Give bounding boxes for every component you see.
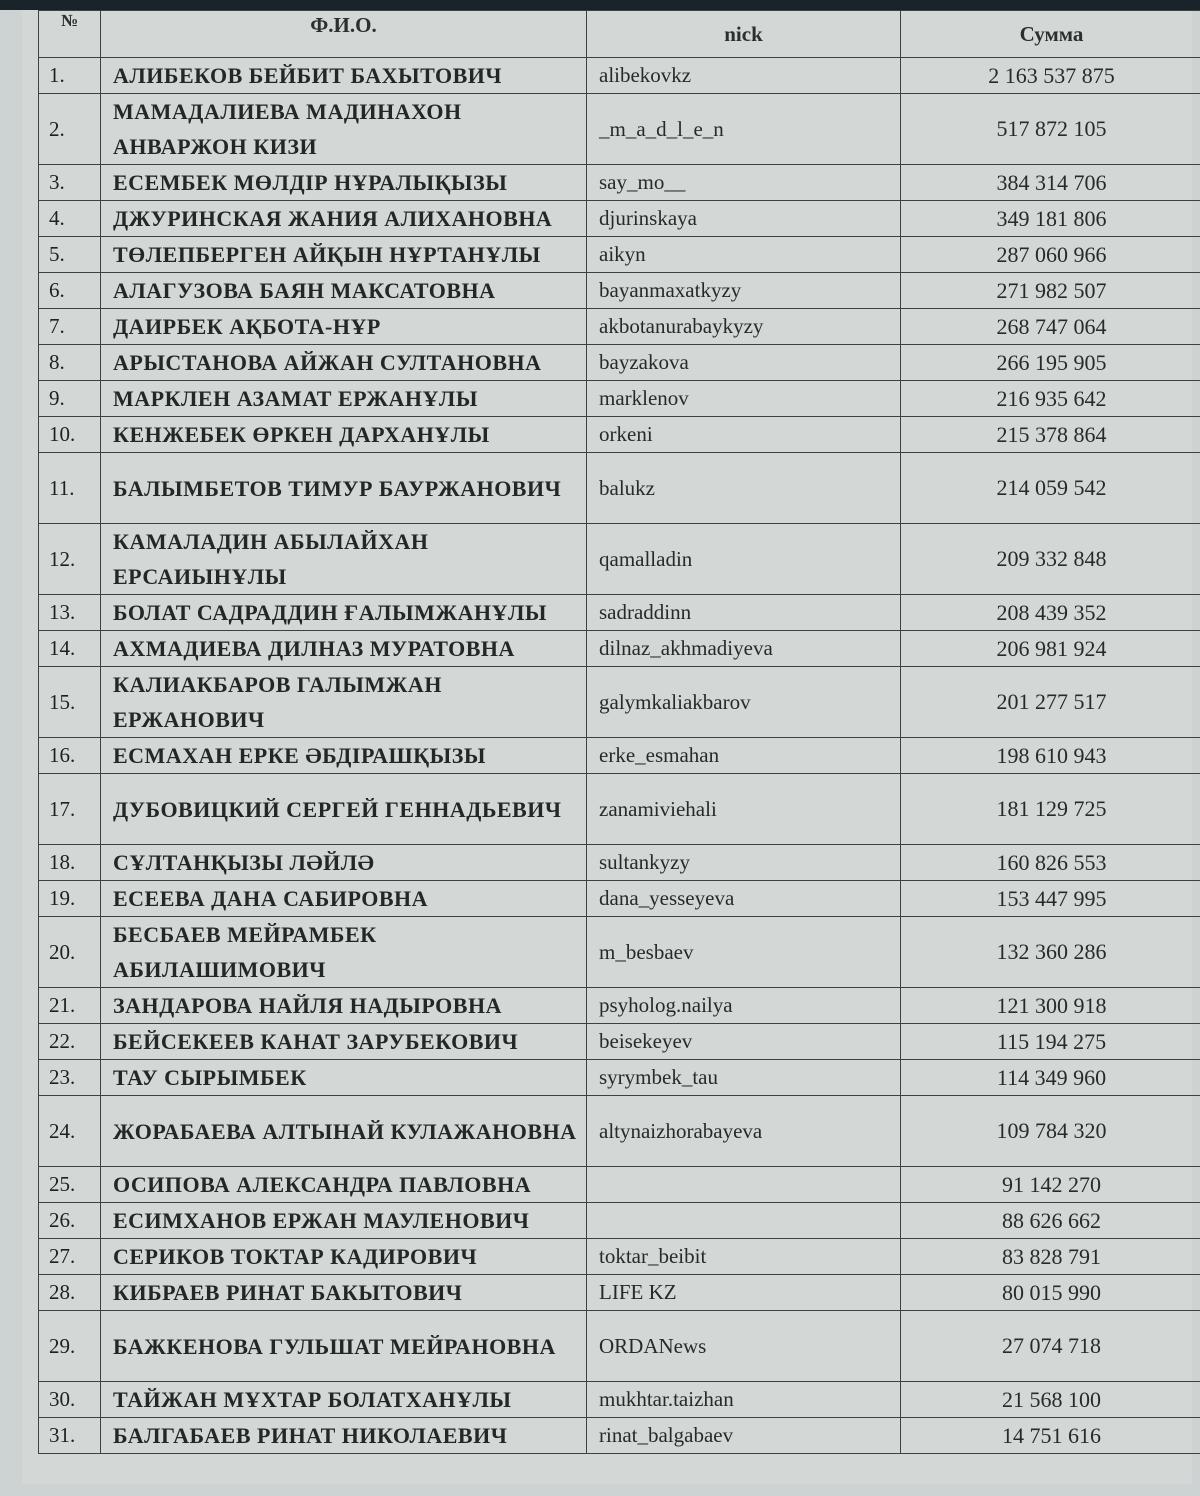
table-row <box>39 1382 1200 1418</box>
row-number: 16. <box>39 738 101 774</box>
amount: 115 194 275 <box>901 1024 1200 1060</box>
nickname: dana_yesseyeva <box>587 881 901 917</box>
person-name: КЕНЖЕБЕК ӨРКЕН ДАРХАНҰЛЫ <box>101 417 587 453</box>
person-name: БЕСБАЕВ МЕЙРАМБЕК АБИЛАШИМОВИЧ <box>101 917 587 988</box>
row-number: 3. <box>39 165 101 201</box>
amount: 88 626 662 <box>901 1203 1200 1239</box>
table-row <box>39 631 1200 667</box>
row-number: 18. <box>39 845 101 881</box>
row-number: 27. <box>39 1239 101 1275</box>
nickname: dilnaz_akhmadiyeva <box>587 631 901 667</box>
person-name: БЕЙСЕКЕЕВ КАНАТ ЗАРУБЕКОВИЧ <box>101 1024 587 1060</box>
table-row <box>39 201 1200 237</box>
nickname: sultankyzy <box>587 845 901 881</box>
row-number: 15. <box>39 667 101 738</box>
nickname: rinat_balgabaev <box>587 1418 901 1454</box>
row-number: 6. <box>39 273 101 309</box>
table-body <box>39 58 1200 1454</box>
table-row <box>39 1096 1200 1167</box>
person-name: АРЫСТАНОВА АЙЖАН СУЛТАНОВНА <box>101 345 587 381</box>
row-number: 13. <box>39 595 101 631</box>
amount: 209 332 848 <box>901 524 1200 595</box>
person-name: АЛИБЕКОВ БЕЙБИТ БАХЫТОВИЧ <box>101 58 587 94</box>
table-row <box>39 881 1200 917</box>
amount: 109 784 320 <box>901 1096 1200 1167</box>
nickname: altynaizhorabayeva <box>587 1096 901 1167</box>
row-number: 31. <box>39 1418 101 1454</box>
table-row <box>39 1418 1200 1454</box>
table-row <box>39 309 1200 345</box>
nickname: erke_esmahan <box>587 738 901 774</box>
person-name: ЕСИМХАНОВ ЕРЖАН МАУЛЕНОВИЧ <box>101 1203 587 1239</box>
amount: 349 181 806 <box>901 201 1200 237</box>
nickname: sadraddinn <box>587 595 901 631</box>
amount: 201 277 517 <box>901 667 1200 738</box>
person-name: ЖОРАБАЕВА АЛТЫНАЙ КУЛАЖАНОВНА <box>101 1096 587 1167</box>
table-row <box>39 1060 1200 1096</box>
person-name: КАМАЛАДИН АБЫЛАЙХАН ЕРСАИЫНҰЛЫ <box>101 524 587 595</box>
table-row <box>39 738 1200 774</box>
table-row <box>39 273 1200 309</box>
row-number: 29. <box>39 1311 101 1382</box>
row-number: 10. <box>39 417 101 453</box>
row-number: 5. <box>39 237 101 273</box>
table-row <box>39 1203 1200 1239</box>
row-number: 30. <box>39 1382 101 1418</box>
nickname: _m_a_d_l_e_n <box>587 94 901 165</box>
person-name: ЗАНДАРОВА НАЙЛЯ НАДЫРОВНА <box>101 988 587 1024</box>
table-row <box>39 417 1200 453</box>
row-number: 9. <box>39 381 101 417</box>
amount: 214 059 542 <box>901 453 1200 524</box>
nickname: m_besbaev <box>587 917 901 988</box>
amount: 160 826 553 <box>901 845 1200 881</box>
header-nick: nick <box>587 11 901 58</box>
table-row <box>39 1239 1200 1275</box>
amount: 83 828 791 <box>901 1239 1200 1275</box>
row-number: 17. <box>39 774 101 845</box>
row-number: 11. <box>39 453 101 524</box>
row-number: 2. <box>39 94 101 165</box>
row-number: 19. <box>39 881 101 917</box>
nickname: djurinskaya <box>587 201 901 237</box>
table-header <box>39 11 1200 58</box>
table-row <box>39 1275 1200 1311</box>
person-name: ДУБОВИЦКИЙ СЕРГЕЙ ГЕННАДЬЕВИЧ <box>101 774 587 845</box>
person-name: БАЛГАБАЕВ РИНАТ НИКОЛАЕВИЧ <box>101 1418 587 1454</box>
header-sum: Сумма <box>901 11 1200 58</box>
row-number: 22. <box>39 1024 101 1060</box>
person-name: МАРКЛЕН АЗАМАТ ЕРЖАНҰЛЫ <box>101 381 587 417</box>
person-name: БАЖКЕНОВА ГУЛЬШАТ МЕЙРАНОВНА <box>101 1311 587 1382</box>
nickname: zanamiviehali <box>587 774 901 845</box>
row-number: 28. <box>39 1275 101 1311</box>
nickname: qamalladin <box>587 524 901 595</box>
amount: 517 872 105 <box>901 94 1200 165</box>
header-num: № <box>39 11 101 58</box>
person-name: БАЛЫМБЕТОВ ТИМУР БАУРЖАНОВИЧ <box>101 453 587 524</box>
table-row <box>39 237 1200 273</box>
amount: 384 314 706 <box>901 165 1200 201</box>
amount: 271 982 507 <box>901 273 1200 309</box>
nickname: akbotanurabaykyzy <box>587 309 901 345</box>
person-name: ТӨЛЕПБЕРГЕН АЙҚЫН НҰРТАНҰЛЫ <box>101 237 587 273</box>
table-row <box>39 667 1200 738</box>
person-name: КАЛИАКБАРОВ ГАЛЫМЖАН ЕРЖАНОВИЧ <box>101 667 587 738</box>
nickname: galymkaliakbarov <box>587 667 901 738</box>
person-name: КИБРАЕВ РИНАТ БАКЫТОВИЧ <box>101 1275 587 1311</box>
table-row <box>39 381 1200 417</box>
amount: 80 015 990 <box>901 1275 1200 1311</box>
nickname <box>587 1167 901 1203</box>
person-name: ЕСЕЕВА ДАНА САБИРОВНА <box>101 881 587 917</box>
nickname: say_mo__ <box>587 165 901 201</box>
amount: 287 060 966 <box>901 237 1200 273</box>
nickname: toktar_beibit <box>587 1239 901 1275</box>
row-number: 25. <box>39 1167 101 1203</box>
table-row <box>39 845 1200 881</box>
amount: 91 142 270 <box>901 1167 1200 1203</box>
person-name: ЕСМАХАН ЕРКЕ ӘБДІРАШҚЫЗЫ <box>101 738 587 774</box>
amount: 27 074 718 <box>901 1311 1200 1382</box>
nickname: bayanmaxatkyzy <box>587 273 901 309</box>
amount: 266 195 905 <box>901 345 1200 381</box>
nickname: orkeni <box>587 417 901 453</box>
amount: 132 360 286 <box>901 917 1200 988</box>
row-number: 12. <box>39 524 101 595</box>
amount: 121 300 918 <box>901 988 1200 1024</box>
table-row <box>39 453 1200 524</box>
top-edge <box>0 0 1200 10</box>
row-number: 14. <box>39 631 101 667</box>
amount: 153 447 995 <box>901 881 1200 917</box>
person-name: АХМАДИЕВА ДИЛНАЗ МУРАТОВНА <box>101 631 587 667</box>
row-number: 21. <box>39 988 101 1024</box>
table-row <box>39 595 1200 631</box>
nickname: syrymbek_tau <box>587 1060 901 1096</box>
person-name: АЛАГУЗОВА БАЯН МАКСАТОВНА <box>101 273 587 309</box>
nickname: mukhtar.taizhan <box>587 1382 901 1418</box>
amount: 268 747 064 <box>901 309 1200 345</box>
amount: 2 163 537 875 <box>901 58 1200 94</box>
person-name: ЕСЕМБЕК МӨЛДІР НҰРАЛЫҚЫЗЫ <box>101 165 587 201</box>
row-number: 8. <box>39 345 101 381</box>
table-row <box>39 1024 1200 1060</box>
table-row <box>39 1167 1200 1203</box>
person-name: ОСИПОВА АЛЕКСАНДРА ПАВЛОВНА <box>101 1167 587 1203</box>
row-number: 1. <box>39 58 101 94</box>
nickname: LIFE KZ <box>587 1275 901 1311</box>
row-number: 24. <box>39 1096 101 1167</box>
person-name: ТАЙЖАН МҰХТАР БОЛАТХАНҰЛЫ <box>101 1382 587 1418</box>
amount: 208 439 352 <box>901 595 1200 631</box>
row-number: 7. <box>39 309 101 345</box>
table-row <box>39 524 1200 595</box>
person-name: БОЛАТ САДРАДДИН ҒАЛЫМЖАНҰЛЫ <box>101 595 587 631</box>
nickname: aikyn <box>587 237 901 273</box>
row-number: 26. <box>39 1203 101 1239</box>
table-row <box>39 988 1200 1024</box>
nickname: alibekovkz <box>587 58 901 94</box>
person-name: ДАИРБЕК АҚБОТА-НҰР <box>101 309 587 345</box>
header-name: Ф.И.О. <box>101 11 587 58</box>
ranking-table <box>38 10 1200 1454</box>
nickname: psyholog.nailya <box>587 988 901 1024</box>
person-name: СҰЛТАНҚЫЗЫ ЛӘЙЛӘ <box>101 845 587 881</box>
document-sheet <box>22 10 1192 1484</box>
person-name: ДЖУРИНСКАЯ ЖАНИЯ АЛИХАНОВНА <box>101 201 587 237</box>
person-name: МАМАДАЛИЕВА МАДИНАХОН АНВАРЖОН КИЗИ <box>101 94 587 165</box>
table-row <box>39 917 1200 988</box>
amount: 21 568 100 <box>901 1382 1200 1418</box>
amount: 14 751 616 <box>901 1418 1200 1454</box>
amount: 114 349 960 <box>901 1060 1200 1096</box>
nickname: beisekeyev <box>587 1024 901 1060</box>
nickname: ORDANews <box>587 1311 901 1382</box>
amount: 216 935 642 <box>901 381 1200 417</box>
row-number: 4. <box>39 201 101 237</box>
amount: 181 129 725 <box>901 774 1200 845</box>
amount: 215 378 864 <box>901 417 1200 453</box>
nickname: marklenov <box>587 381 901 417</box>
nickname <box>587 1203 901 1239</box>
row-number: 20. <box>39 917 101 988</box>
table-row <box>39 1311 1200 1382</box>
amount: 206 981 924 <box>901 631 1200 667</box>
table-row <box>39 345 1200 381</box>
nickname: balukz <box>587 453 901 524</box>
person-name: СЕРИКОВ ТОКТАР КАДИРОВИЧ <box>101 1239 587 1275</box>
person-name: ТАУ СЫРЫМБЕК <box>101 1060 587 1096</box>
table-row <box>39 165 1200 201</box>
amount: 198 610 943 <box>901 738 1200 774</box>
table-row <box>39 94 1200 165</box>
table-row <box>39 58 1200 94</box>
nickname: bayzakova <box>587 345 901 381</box>
table-row <box>39 774 1200 845</box>
row-number: 23. <box>39 1060 101 1096</box>
